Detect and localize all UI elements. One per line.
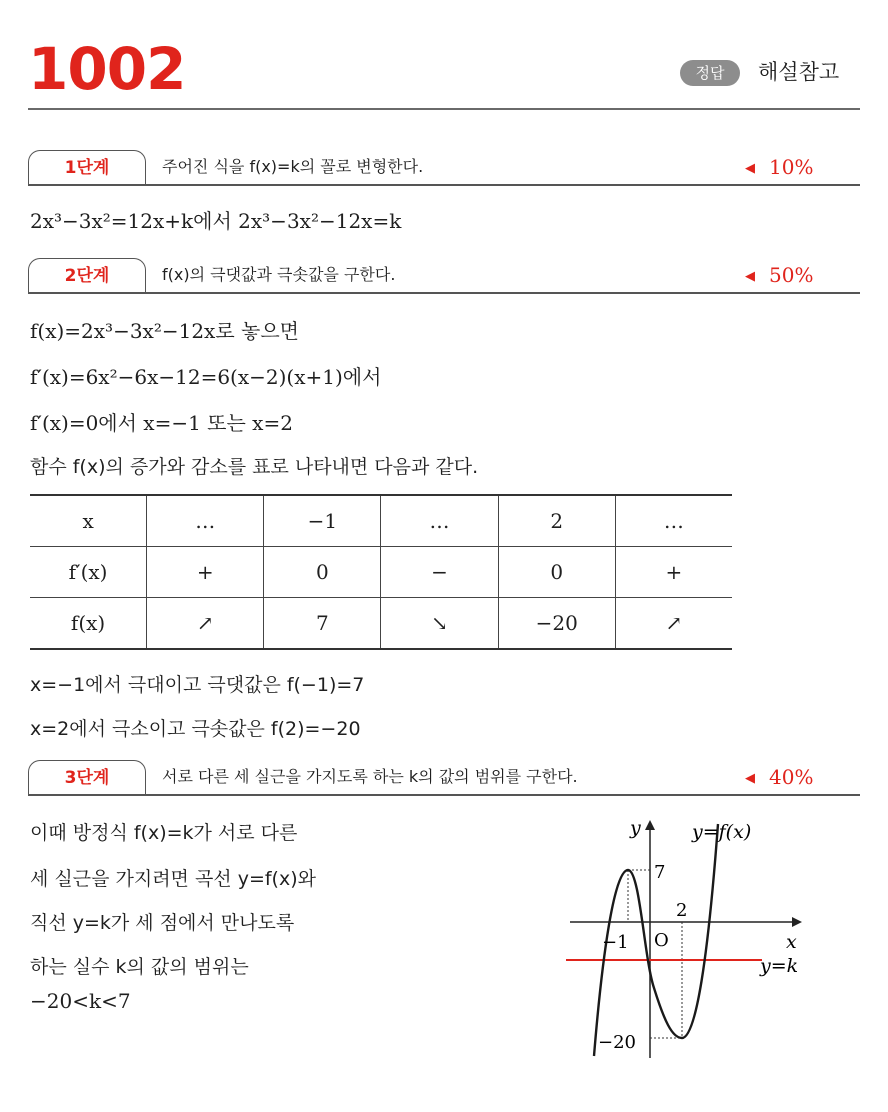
step-3-divider [28, 794, 860, 796]
header-divider [28, 108, 860, 110]
step-2-percent-value: 50% [769, 263, 814, 287]
increase-decrease-table [30, 494, 732, 650]
step-1-label: 1단계 [28, 150, 146, 184]
x-axis-label: x [786, 931, 797, 953]
triangle-left-icon: ◀ [745, 269, 755, 284]
table-cell: f′(x) [30, 547, 147, 598]
table-cell: f(x) [30, 598, 147, 650]
increasing-arrow-icon: ↗ [147, 598, 264, 650]
curve-label: y=f(x) [692, 821, 752, 843]
step-1-divider [28, 184, 860, 186]
table-cell: + [615, 547, 732, 598]
table-cell: + [147, 547, 264, 598]
step-2-percent [745, 260, 813, 292]
problem-number: 1002 [28, 35, 186, 103]
y-axis-arrow-icon [645, 820, 655, 830]
table-cell: 0 [498, 547, 615, 598]
line-label: y=k [760, 955, 799, 977]
step-2-text: f(x)의 극댓값과 극솟값을 구한다. [162, 265, 396, 284]
step-2-line-2: f′(x)=6x²−6x−12=6(x−2)(x+1)에서 [30, 365, 382, 389]
triangle-left-icon: ◀ [745, 161, 755, 176]
step-3-line-3: 직선 y=k가 세 점에서 만나도록 [30, 912, 295, 934]
table-cell: … [147, 495, 264, 547]
local-min-statement: x=2에서 극소이고 극솟값은 f(2)=−20 [30, 718, 361, 740]
step-1-equation: 2x³−3x²=12x+k에서 2x³−3x²−12x=k [30, 209, 402, 233]
min-value-label: −20 [598, 1032, 636, 1053]
x-max-label: −1 [602, 932, 629, 953]
step-3-line-2: 세 실근을 가지려면 곡선 y=f(x)와 [30, 868, 316, 890]
table-cell: 7 [264, 598, 381, 650]
local-max-statement: x=−1에서 극대이고 극댓값은 f(−1)=7 [30, 674, 365, 696]
table-cell: − [381, 547, 498, 598]
table-cell: … [615, 495, 732, 547]
table-cell: −1 [264, 495, 381, 547]
step-2-line-1: f(x)=2x³−3x²−12x로 놓으면 [30, 319, 299, 343]
table-cell: … [381, 495, 498, 547]
table-cell: −20 [498, 598, 615, 650]
y-axis-label: y [630, 817, 641, 839]
step-2-label: 2단계 [28, 258, 146, 292]
step-3-percent-value: 40% [769, 765, 814, 789]
triangle-left-icon: ◀ [745, 771, 755, 786]
max-value-label: 7 [654, 862, 666, 883]
table-row [30, 547, 732, 598]
step-1-text: 주어진 식을 f(x)=k의 꼴로 변형한다. [162, 157, 424, 176]
table-cell: x [30, 495, 147, 547]
cubic-graph [540, 808, 840, 1068]
step-2-line-4: 함수 f(x)의 증가와 감소를 표로 나타내면 다음과 같다. [30, 456, 479, 478]
step-3-label: 3단계 [28, 760, 146, 794]
table-cell: 2 [498, 495, 615, 547]
table-cell: 0 [264, 547, 381, 598]
step-1-percent [745, 152, 813, 184]
step-3-line-1: 이때 방정식 f(x)=k가 서로 다른 [30, 822, 298, 844]
answer-reference: 해설참고 [758, 60, 840, 84]
table-row [30, 495, 732, 547]
step-1-percent-value: 10% [769, 155, 814, 179]
decreasing-arrow-icon: ↘ [381, 598, 498, 650]
x-min-label: 2 [676, 900, 688, 921]
step-3-line-4: 하는 실수 k의 값의 범위는 [30, 956, 249, 978]
origin-label: O [654, 930, 669, 951]
increasing-arrow-icon: ↗ [615, 598, 732, 650]
step-3-text: 서로 다른 세 실근을 가지도록 하는 k의 값의 범위를 구한다. [162, 767, 578, 786]
k-range-answer: −20<k<7 [30, 989, 131, 1013]
step-2-line-3: f′(x)=0에서 x=−1 또는 x=2 [30, 411, 293, 435]
step-3-percent [745, 762, 813, 794]
table-row [30, 598, 732, 650]
step-2-divider [28, 292, 860, 294]
x-axis-arrow-icon [792, 917, 802, 927]
answer-badge: 정답 [680, 60, 740, 86]
